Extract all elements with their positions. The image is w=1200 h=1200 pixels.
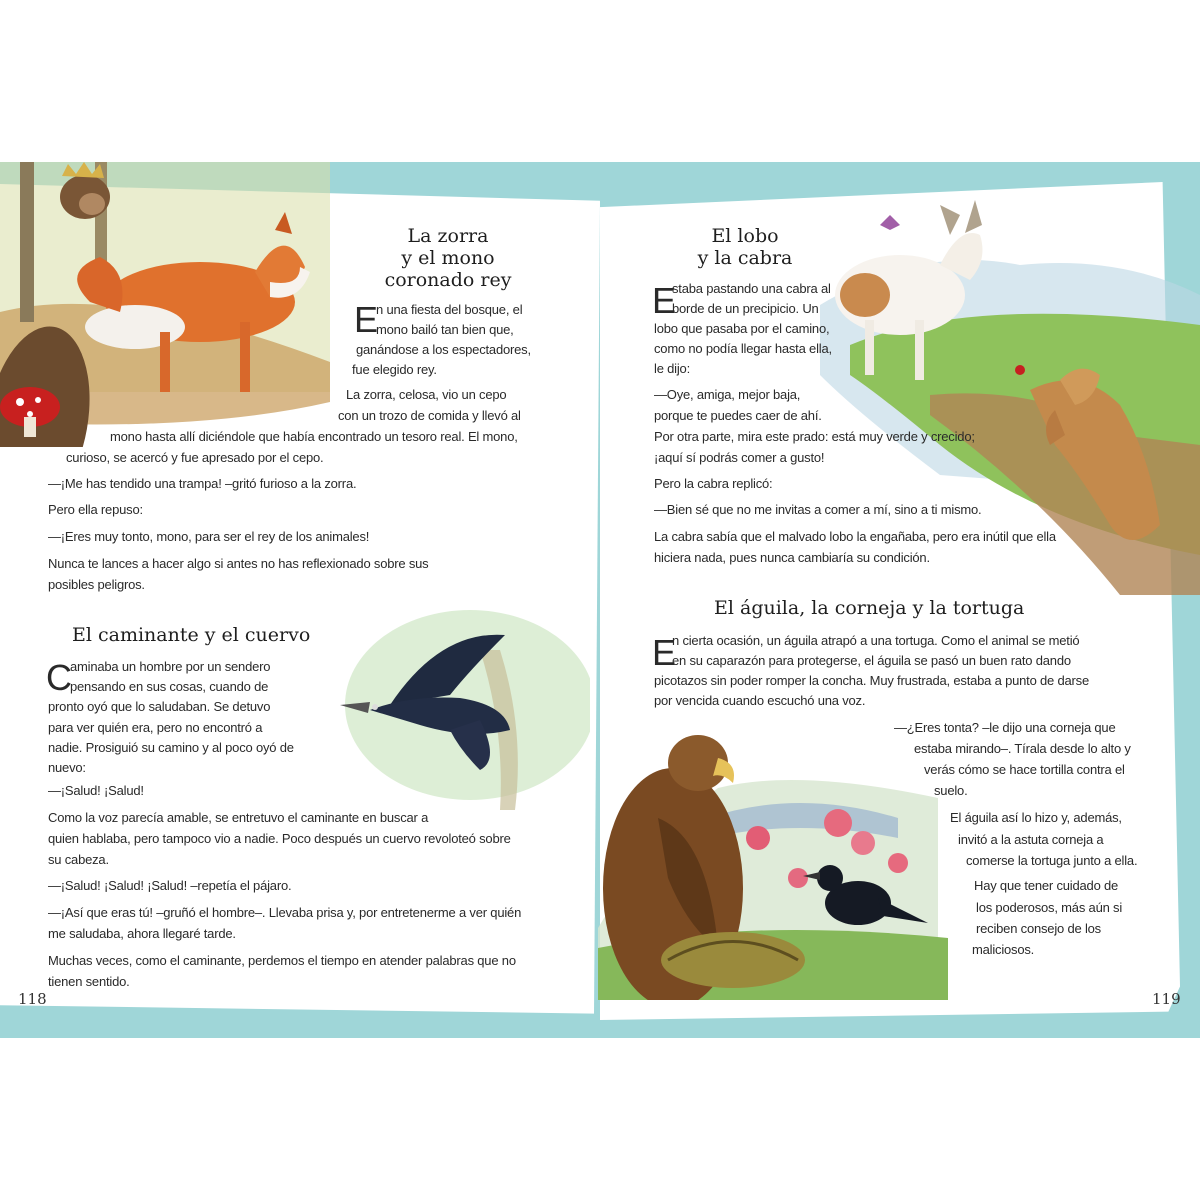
text-line: verás cómo se hace tortilla contra el — [924, 762, 1125, 777]
text-line: tienen sentido. — [48, 974, 130, 989]
text-line: como no podía llegar hasta ella, — [654, 341, 832, 356]
text-line: nadie. Prosiguió su camino y al poco oyó de — [48, 740, 294, 755]
text-line: su cabeza. — [48, 852, 109, 867]
page-number-left: 118 — [18, 990, 47, 1008]
text-line: fue elegido rey. — [352, 362, 437, 377]
text-line: comerse la tortuga junto a ella. — [966, 853, 1138, 868]
text-line: ¡aquí sí podrás comer a gusto! — [654, 450, 825, 465]
drop-cap: E — [652, 632, 676, 673]
eagle-crow-tortoise-illustration — [598, 728, 948, 1000]
fox-and-monkey-illustration — [0, 162, 340, 447]
text-line: La cabra sabía que el malvado lobo la engañaba, pero era inútil que ella — [654, 529, 1056, 544]
text-line: me saludaba, ahora llegaré tarde. — [48, 926, 236, 941]
text-line: suelo. — [934, 783, 968, 798]
text-line: maliciosos. — [972, 942, 1035, 957]
story-title-fox-and-monkey: La zorra y el mono coronado rey — [384, 225, 512, 291]
text-line: El águila así lo hizo y, además, — [950, 810, 1122, 825]
drop-cap: C — [46, 657, 72, 698]
crow-illustration — [330, 610, 590, 810]
text-line: estaba mirando–. Tírala desde lo alto y — [914, 741, 1131, 756]
text-line: Hay que tener cuidado de — [974, 878, 1119, 893]
text-line: —Oye, amiga, mejor baja, — [654, 387, 801, 402]
text-line: —¡Salud! ¡Salud! ¡Salud! –repetía el pájaro. — [48, 878, 292, 893]
text-line: nuevo: — [48, 760, 86, 775]
text-line: picotazos sin poder romper la concha. Muy frustrada, estaba a punto de darse — [654, 673, 1090, 688]
text-line: staba pastando una cabra al — [672, 281, 831, 296]
text-line: mono hasta allí diciéndole que había encontrado un tesoro real. El mono, — [110, 429, 518, 444]
text-line: para ver quién era, pero no encontró a — [48, 720, 263, 735]
page-number-right: 119 — [1152, 990, 1181, 1008]
story-title-wolf-and-goat: El lobo y la cabra — [697, 225, 793, 269]
text-line: lobo que pasaba por el camino, — [654, 321, 830, 336]
story-title-eagle-crow-tortoise: El águila, la corneja y la tortuga — [714, 597, 1025, 619]
text-line: Por otra parte, mira este prado: está muy verde y crecido; — [654, 429, 975, 444]
text-line: pronto oyó que lo saludaban. Se detuvo — [48, 699, 271, 714]
text-line: los poderosos, más aún si — [976, 900, 1123, 915]
text-line: —¡Eres muy tonto, mono, para ser el rey de los animales! — [48, 529, 370, 544]
text-line: pensando en sus cosas, cuando de — [70, 679, 269, 694]
text-line: le dijo: — [654, 361, 690, 376]
text-line: mono bailó tan bien que, — [376, 322, 514, 337]
text-line: —Bien sé que no me invitas a comer a mí, sino a ti mismo. — [654, 502, 982, 517]
text-line: Muchas veces, como el caminante, perdemos el tiempo en atender palabras que no — [48, 953, 516, 968]
text-line: hiciera nada, pues nunca cambiaría su condición. — [654, 550, 930, 565]
drop-cap: E — [652, 280, 676, 321]
text-line: —¡Así que eras tú! –gruñó el hombre–. Llevaba prisa y, por entretenerme a ver quién — [48, 905, 522, 920]
text-line: La zorra, celosa, vio un cepo — [346, 387, 507, 402]
text-line: Nunca te lances a hacer algo si antes no has reflexionado sobre sus — [48, 556, 429, 571]
story-title-walker-and-crow: El caminante y el cuervo — [72, 624, 311, 646]
text-line: ganándose a los espectadores, — [356, 342, 531, 357]
text-line: quien hablaba, pero tampoco vio a nadie. Poco después un cuervo revoloteó sobre — [48, 831, 511, 846]
text-line: —¡Me has tendido una trampa! –gritó furioso a la zorra. — [48, 476, 357, 491]
text-line: Pero ella repuso: — [48, 502, 143, 517]
text-line: posibles peligros. — [48, 577, 145, 592]
text-line: invitó a la astuta corneja a — [958, 832, 1104, 847]
text-line: por vencida cuando escuchó una voz. — [654, 693, 866, 708]
text-line: n una fiesta del bosque, el — [376, 302, 523, 317]
text-line: —¿Eres tonta? –le dijo una corneja que — [894, 720, 1116, 735]
text-line: borde de un precipicio. Un — [672, 301, 819, 316]
text-line: Como la voz parecía amable, se entretuvo el caminante en buscar a — [48, 810, 429, 825]
text-line: con un trozo de comida y llevó al — [338, 408, 521, 423]
text-line: aminaba un hombre por un sendero — [70, 659, 271, 674]
text-line: porque te puedes caer de ahí. — [654, 408, 822, 423]
text-line: en su caparazón para protegerse, el águila se pasó un buen rato dando — [672, 653, 1071, 668]
text-line: curioso, se acercó y fue apresado por el cepo. — [66, 450, 324, 465]
text-line: —¡Salud! ¡Salud! — [48, 783, 144, 798]
text-line: reciben consejo de los — [976, 921, 1101, 936]
text-line: Pero la cabra replicó: — [654, 476, 773, 491]
text-line: n cierta ocasión, un águila atrapó a una tortuga. Como el animal se metió — [672, 633, 1080, 648]
drop-cap: E — [354, 299, 378, 340]
